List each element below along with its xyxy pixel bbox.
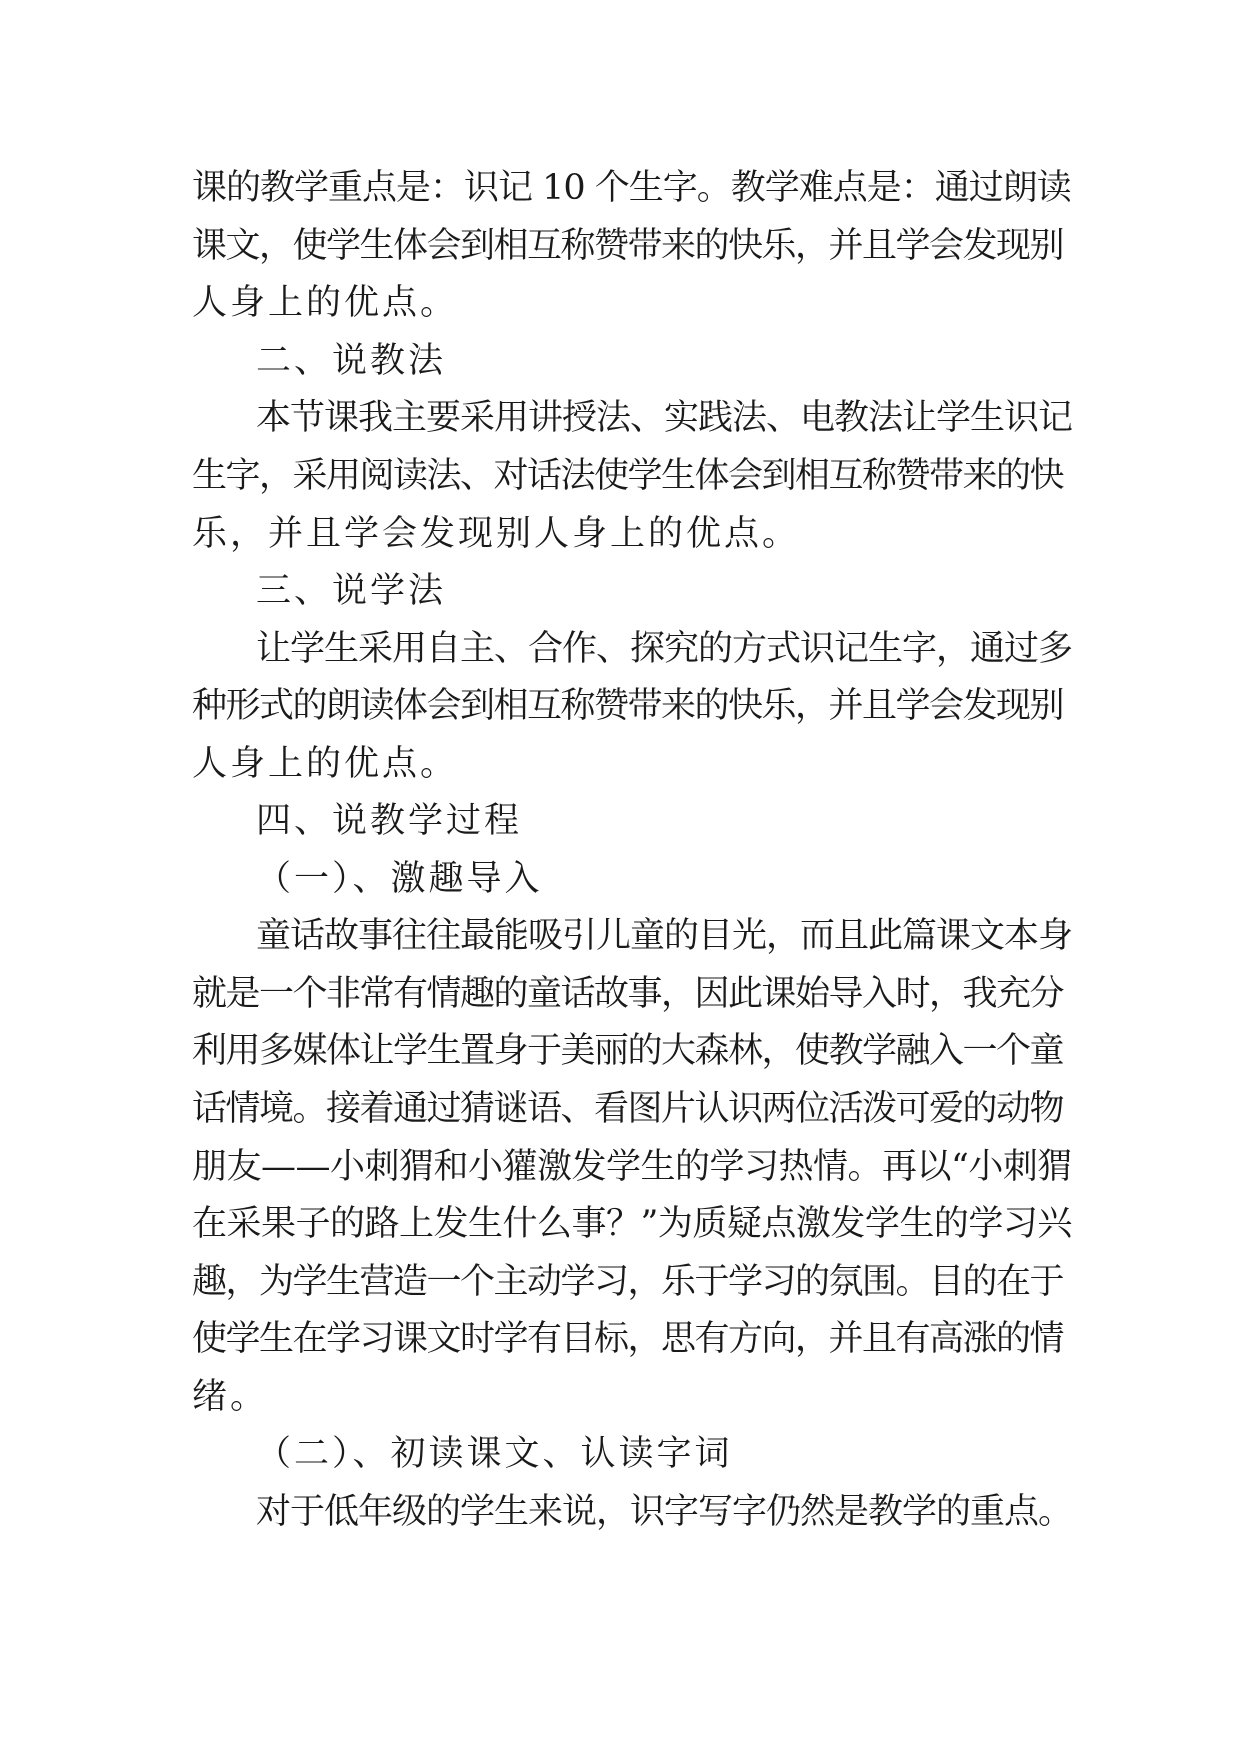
- section-heading: 二、说教法: [256, 341, 447, 381]
- subsection-heading: （一）、激趣导入: [256, 859, 543, 899]
- body-text-line: 课的教学重点是：识记 10 个生字。教学难点是：通过朗读: [192, 168, 1071, 208]
- body-text-line: 朋友——小刺猬和小獾激发学生的学习热情。再以“小刺猬: [192, 1147, 1072, 1187]
- body-text-line: 话情境。接着通过猜谜语、看图片认识两位活泼可爱的动物: [192, 1089, 1064, 1129]
- body-text-line: 让学生采用自主、合作、探究的方式识记生字，通过多: [256, 629, 1073, 669]
- body-text-line: 利用多媒体让学生置身于美丽的大森林，使教学融入一个童: [192, 1031, 1064, 1071]
- body-text-line: 使学生在学习课文时学有目标，思有方向，并且有高涨的情: [192, 1319, 1064, 1359]
- body-text-line: 生字，采用阅读法、对话法使学生体会到相互称赞带来的快: [192, 456, 1064, 496]
- body-text-line: 课文，使学生体会到相互称赞带来的快乐，并且学会发现别: [192, 226, 1064, 266]
- body-text-line: 乐，并且学会发现别人身上的优点。: [192, 514, 801, 554]
- body-text-line: 绪。: [192, 1377, 269, 1417]
- section-heading: 四、说教学过程: [256, 801, 523, 841]
- body-text-line: 人身上的优点。: [192, 283, 459, 323]
- body-text-line: 本节课我主要采用讲授法、实践法、电教法让学生识记: [256, 398, 1073, 438]
- body-text-line: 趣，为学生营造一个主动学习，乐于学习的氛围。目的在于: [192, 1262, 1064, 1302]
- body-text-line: 对于低年级的学生来说，识字写字仍然是教学的重点。: [256, 1492, 1073, 1532]
- body-text-line: 人身上的优点。: [192, 744, 459, 784]
- body-text-line: 在采果子的路上发生什么事？”为质疑点激发学生的学习兴: [192, 1204, 1072, 1244]
- body-text-line: 童话故事往往最能吸引儿童的目光，而且此篇课文本身: [256, 916, 1073, 956]
- body-text-line: 种形式的朗读体会到相互称赞带来的快乐，并且学会发现别: [192, 686, 1064, 726]
- subsection-heading: （二）、初读课文、认读字词: [256, 1434, 733, 1474]
- section-heading: 三、说学法: [256, 571, 447, 611]
- body-text-line: 就是一个非常有情趣的童话故事，因此课始导入时，我充分: [192, 974, 1064, 1014]
